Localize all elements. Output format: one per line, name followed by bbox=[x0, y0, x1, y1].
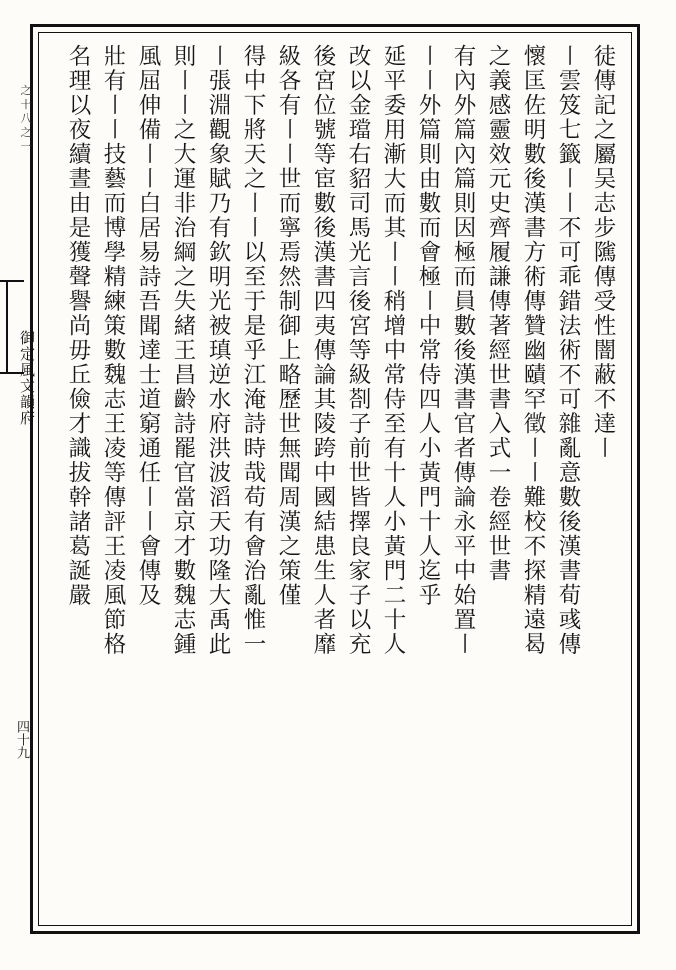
text-column: 則〡〡之大運非治綱之失緒王昌齡詩罷官當京才數魏志鍾 bbox=[170, 44, 196, 657]
book-title: 御定風文韻府 bbox=[18, 330, 36, 426]
text-column: 級各有〡〡世而寧焉然制御上略歷世無聞周漢之策僅 bbox=[275, 44, 301, 608]
text-column: 壯有〡〡技藝而博學精練策數魏志王凌等傳評王凌風節格 bbox=[100, 44, 126, 657]
margin-strip bbox=[16, 24, 36, 934]
margin-edge-text: 之十八之一 bbox=[20, 84, 32, 153]
text-column: 徒傳記之屬吴志步隲傳受性闇蔽不達〡 bbox=[590, 44, 616, 461]
text-column: 〡張淵觀象賦乃有欽明光被瑱逆水府洪波滔天功隆大禹此 bbox=[205, 44, 231, 657]
text-column: 懷匡佐明數後漢書方術傳贊幽賾罕徵〡〡難校不探精遠曷 bbox=[520, 44, 546, 657]
text-column: 名理以夜續晝由是獲聲譽尚毋丘儉才識拔幹諸葛誕嚴 bbox=[65, 44, 91, 608]
text-column: 〡〡外篇則由數而會極〡中常侍四人小黃門十人迄乎 bbox=[415, 44, 441, 608]
text-column: 〡雲笈七籤〡〡不可乖錯法術不可雜亂意數後漢書荀彧傳 bbox=[555, 44, 581, 657]
text-body bbox=[58, 44, 618, 924]
page-number: 四十九 bbox=[14, 720, 29, 759]
text-column: 有內外篇內篇則因極而員數後漢書官者傳論永平中始置〡 bbox=[450, 44, 476, 657]
text-column: 之義感靈效元史齊履謙傳著經世書入式一卷經世書 bbox=[485, 44, 511, 583]
text-column: 風屈伸備〡〡白居易詩吾聞達士道窮通任〡〡會傳及 bbox=[135, 44, 161, 608]
text-column: 後宮位號等宦數後漢書四夷傳論其陵跨中國結患生人者靡 bbox=[310, 44, 336, 657]
text-column: 得中下將天之〡〡以至于是乎江淹詩時哉苟有會治亂惟一 bbox=[240, 44, 266, 657]
text-column: 延平委用漸大而其〡〡稍增中常侍至有十人小黃門二十人 bbox=[380, 44, 406, 657]
text-column: 改以金璫右貂司馬光言後宮等級剳子前世皆擇良家子以充 bbox=[345, 44, 371, 657]
